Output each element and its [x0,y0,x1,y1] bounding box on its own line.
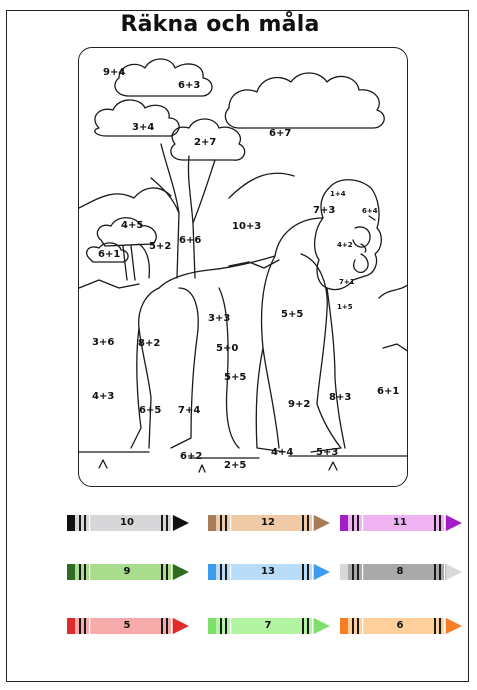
area-number-label: 10+3 [232,221,262,232]
area-number-label: 5+5 [224,372,247,383]
area-number-label: 5+3 [316,447,339,458]
area-number-label: 9+4 [103,67,126,78]
crayon-number-label: 10 [120,517,134,528]
area-number-label: 1+4 [330,190,346,198]
area-number-label: 6+5 [139,405,162,416]
crayon-10 [67,512,192,534]
area-number-label: 7+3 [313,205,336,216]
area-number-label: 1+5 [337,303,353,311]
area-number-label: 4+4 [271,447,294,458]
crayon-13 [208,561,333,583]
area-number-label: 4+3 [92,391,115,402]
crayon-number-label: 9 [123,566,131,577]
area-number-label: 3+4 [132,122,155,133]
coloring-picture [78,47,408,487]
area-number-label: 8+3 [329,392,352,403]
area-number-label: 2+7 [194,137,217,148]
crayon-12 [208,512,333,534]
area-number-label: 5+5 [281,309,304,320]
crayon-number-label: 13 [261,566,275,577]
crayon-number-label: 8 [396,566,404,577]
crayon-number-label: 5 [123,620,131,631]
area-number-label: 6+1 [377,386,400,397]
crayon-number-label: 12 [261,517,275,528]
area-number-label: 7+4 [178,405,201,416]
area-number-label: 5+2 [149,241,172,252]
crayon-7 [208,615,333,637]
area-number-label: 8+2 [138,338,161,349]
gorilla-scene-drawing [79,48,408,487]
area-number-label: 9+2 [288,399,311,410]
crayon-8 [340,561,465,583]
area-number-label: 6+6 [179,235,202,246]
area-number-label: 7+1 [339,278,355,286]
area-number-label: 6+7 [269,128,292,139]
page-title: Räkna och måla [120,12,320,37]
area-number-label: 6+4 [362,207,378,215]
area-number-label: 3+3 [208,313,231,324]
area-number-label: 2+5 [224,460,247,471]
area-number-label: 6+1 [98,249,121,260]
area-number-label: 5+0 [216,343,239,354]
area-number-label: 4+2 [337,241,353,249]
crayon-5 [67,615,192,637]
crayon-6 [340,615,465,637]
area-number-label: 3+6 [92,337,115,348]
crayon-number-label: 6 [396,620,404,631]
area-number-label: 6+3 [178,80,201,91]
area-number-label: 6+2 [180,451,203,462]
crayon-11 [340,512,465,534]
crayon-number-label: 11 [393,517,407,528]
crayon-number-label: 7 [264,620,272,631]
area-number-label: 4+5 [121,220,144,231]
crayon-9 [67,561,192,583]
